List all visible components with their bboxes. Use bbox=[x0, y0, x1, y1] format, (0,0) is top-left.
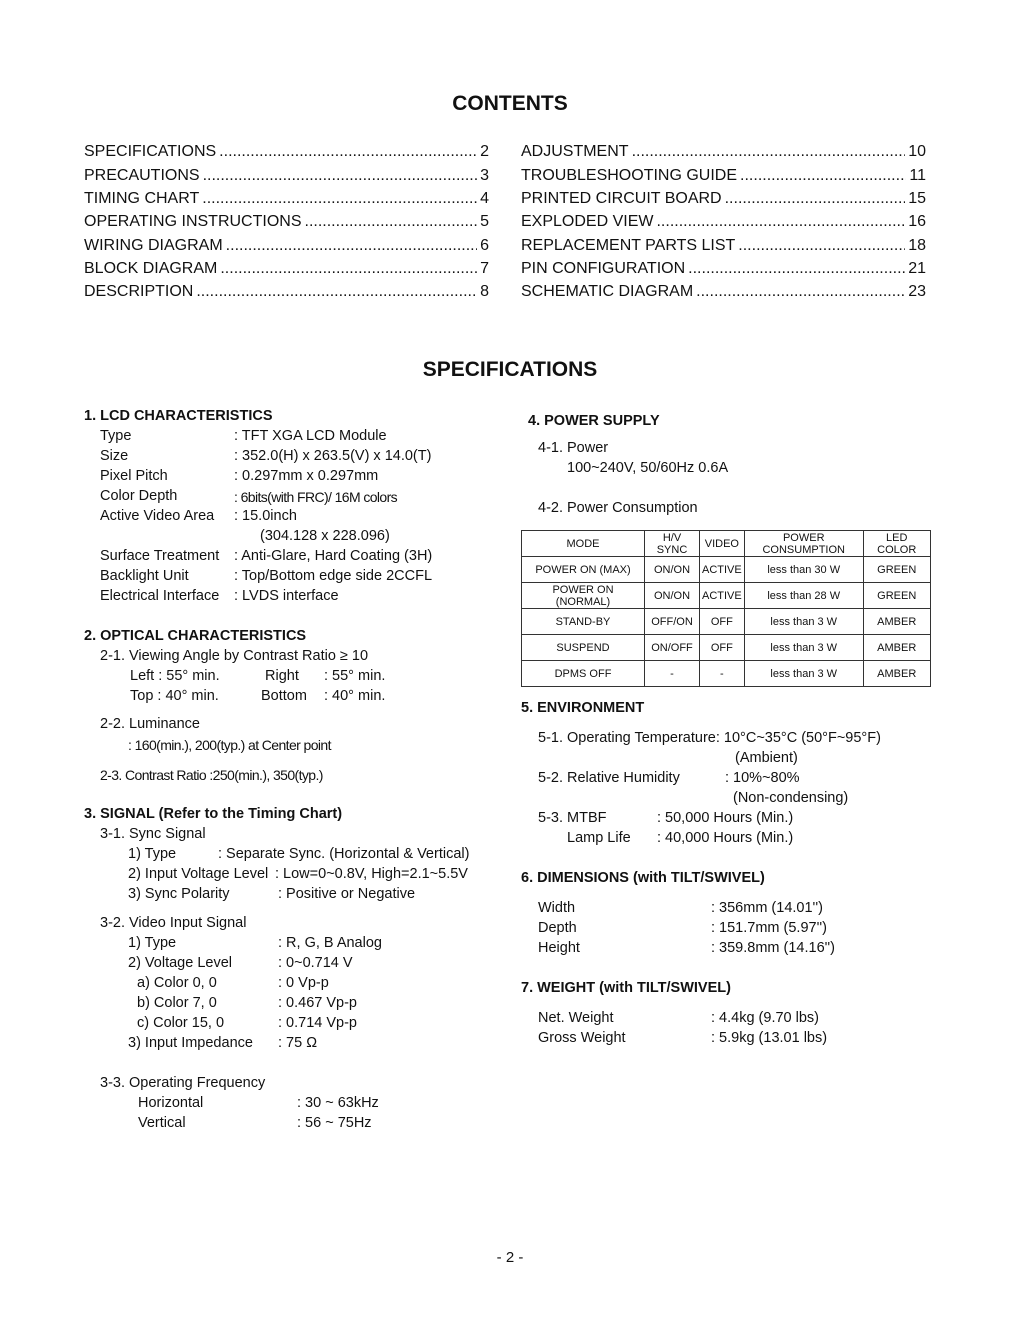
toc-title: PIN CONFIGURATION bbox=[521, 260, 686, 277]
spec-value: : 0.714 Vp-p bbox=[278, 1015, 357, 1031]
table-cell: less than 3 W bbox=[744, 635, 863, 661]
toc-title: EXPLODED VIEW bbox=[521, 213, 654, 230]
power-label: 4-1. Power bbox=[538, 440, 609, 456]
power-value: 100~240V, 50/60Hz 0.6A bbox=[567, 460, 729, 476]
spec-label: Width bbox=[538, 900, 576, 916]
table-cell: ON/ON bbox=[645, 583, 700, 609]
spec-value: : 151.7mm (5.97'') bbox=[711, 920, 827, 936]
table-cell: SUSPEND bbox=[522, 635, 645, 661]
toc-title: SCHEMATIC DIAGRAM bbox=[521, 283, 694, 300]
toc-page: 3 bbox=[480, 167, 489, 184]
toc-item[interactable] bbox=[521, 143, 926, 165]
toc-item[interactable] bbox=[84, 260, 489, 282]
toc-item[interactable] bbox=[521, 190, 926, 212]
viewing-bottom-value: : 40° min. bbox=[324, 688, 386, 704]
toc-title: TIMING CHART bbox=[84, 190, 200, 207]
toc-item[interactable] bbox=[84, 213, 489, 235]
spec-value: : LVDS interface bbox=[234, 588, 339, 604]
table-cell: less than 3 W bbox=[744, 609, 863, 635]
spec-value: : Low=0~0.8V, High=2.1~5.5V bbox=[275, 866, 468, 882]
spec-label: Vertical bbox=[138, 1115, 186, 1131]
spec-value: : Anti-Glare, Hard Coating (3H) bbox=[234, 548, 433, 564]
luminance-label: 2-2. Luminance bbox=[100, 716, 200, 732]
spec-label: Surface Treatment bbox=[100, 548, 220, 564]
spec-value: : 75 Ω bbox=[278, 1035, 318, 1051]
toc-title: PRINTED CIRCUIT BOARD bbox=[521, 190, 722, 207]
weight-heading: 7. WEIGHT (with TILT/SWIVEL) bbox=[521, 980, 731, 996]
table-header-cell: H/V SYNC bbox=[645, 531, 700, 557]
table-header-cell: POWER CONSUMPTION bbox=[744, 531, 863, 557]
mtbf-value: : 50,000 Hours (Min.) bbox=[657, 810, 794, 826]
contrast-ratio: 2-3. Contrast Ratio :250(min.), 350(typ.) bbox=[100, 767, 323, 783]
table-cell: - bbox=[700, 661, 745, 687]
spec-label: Electrical Interface bbox=[100, 588, 220, 604]
table-row bbox=[522, 583, 931, 609]
specifications-title: SPECIFICATIONS bbox=[422, 358, 598, 381]
toc-page: 11 bbox=[909, 167, 926, 184]
toc-page: 7 bbox=[480, 260, 489, 277]
table-cell: OFF bbox=[700, 635, 745, 661]
toc-page: 10 bbox=[908, 143, 926, 160]
spec-value: : 0.467 Vp-p bbox=[278, 995, 357, 1011]
table-cell: ACTIVE bbox=[700, 557, 745, 583]
spec-label: 1) Type bbox=[128, 846, 177, 862]
table-row bbox=[522, 661, 931, 687]
toc-item[interactable] bbox=[84, 283, 489, 305]
spec-label: 3) Input Impedance bbox=[128, 1035, 253, 1051]
toc-item[interactable] bbox=[521, 237, 926, 259]
lamp-life-value: : 40,000 Hours (Min.) bbox=[657, 830, 794, 846]
table-row bbox=[522, 557, 931, 583]
sync-signal-label: 3-1. Sync Signal bbox=[100, 826, 206, 842]
viewing-right-label: Right bbox=[265, 668, 299, 684]
spec-label: Type bbox=[100, 428, 132, 444]
spec-label: Active Video Area bbox=[100, 508, 215, 524]
spec-value: : Positive or Negative bbox=[278, 886, 416, 902]
power-consumption-label: 4-2. Power Consumption bbox=[538, 500, 698, 516]
spec-value: : Top/Bottom edge side 2CCFL bbox=[234, 568, 433, 584]
spec-label: 2) Input Voltage Level bbox=[128, 866, 269, 882]
humidity-value: : 10%~80% bbox=[725, 770, 800, 786]
table-cell: AMBER bbox=[863, 635, 930, 661]
spec-label: Height bbox=[538, 940, 580, 956]
toc-title: PRECAUTIONS bbox=[84, 167, 200, 184]
spec-value: : 356mm (14.01'') bbox=[711, 900, 823, 916]
table-cell: AMBER bbox=[863, 661, 930, 687]
table-cell: POWER ON (NORMAL) bbox=[522, 583, 645, 609]
spec-label: a) Color 0, 0 bbox=[137, 975, 217, 991]
operating-frequency-label: 3-3. Operating Frequency bbox=[100, 1075, 266, 1091]
toc-page: 4 bbox=[480, 190, 489, 207]
toc-title: OPERATING INSTRUCTIONS bbox=[84, 213, 302, 230]
toc-page: 21 bbox=[908, 260, 926, 277]
power-consumption-table bbox=[521, 530, 931, 687]
viewing-left: Left : 55° min. bbox=[130, 668, 220, 684]
table-header-cell: LED COLOR bbox=[863, 531, 930, 557]
table-header-cell: VIDEO bbox=[700, 531, 745, 557]
table-cell: ON/OFF bbox=[645, 635, 700, 661]
table-cell: ACTIVE bbox=[700, 583, 745, 609]
table-cell: less than 3 W bbox=[744, 661, 863, 687]
spec-value: : 30 ~ 63kHz bbox=[297, 1095, 379, 1111]
toc-page: 2 bbox=[480, 143, 489, 160]
humidity-label: 5-2. Relative Humidity bbox=[538, 770, 680, 786]
toc-title: WIRING DIAGRAM bbox=[84, 237, 223, 254]
toc-item[interactable] bbox=[521, 260, 926, 282]
dimensions-heading: 6. DIMENSIONS (with TILT/SWIVEL) bbox=[521, 870, 765, 886]
table-header-cell: MODE bbox=[522, 531, 645, 557]
spec-label: 2) Voltage Level bbox=[128, 955, 232, 971]
mtbf-label: 5-3. MTBF bbox=[538, 810, 607, 826]
toc-title: ADJUSTMENT bbox=[521, 143, 629, 160]
toc-page: 8 bbox=[480, 283, 489, 300]
toc-item[interactable] bbox=[521, 167, 926, 189]
lamp-life-label: Lamp Life bbox=[567, 830, 631, 846]
contents-title: CONTENTS bbox=[452, 92, 568, 115]
humidity-note: (Non-condensing) bbox=[733, 790, 849, 806]
viewing-angle: 2-1. Viewing Angle by Contrast Ratio ≥ 10 bbox=[100, 648, 369, 664]
table-cell: OFF bbox=[700, 609, 745, 635]
toc-item[interactable] bbox=[84, 237, 489, 259]
spec-value: : 352.0(H) x 263.5(V) x 14.0(T) bbox=[234, 448, 432, 464]
table-cell: POWER ON (MAX) bbox=[522, 557, 645, 583]
spec-value: : Separate Sync. (Horizontal & Vertical) bbox=[218, 846, 470, 862]
video-input-label: 3-2. Video Input Signal bbox=[100, 915, 247, 931]
spec-value: : 0.297mm x 0.297mm bbox=[234, 468, 379, 484]
spec-value: : 56 ~ 75Hz bbox=[297, 1115, 372, 1131]
spec-label: Horizontal bbox=[138, 1095, 204, 1111]
operating-temperature: 5-1. Operating Temperature: 10°C~35°C (50°F~95°F) bbox=[538, 730, 881, 746]
lcd-heading: 1. LCD CHARACTERISTICS bbox=[84, 408, 273, 424]
spec-value: : 359.8mm (14.16'') bbox=[711, 940, 836, 956]
table-cell: OFF/ON bbox=[645, 609, 700, 635]
table-cell: ON/ON bbox=[645, 557, 700, 583]
toc-page: 5 bbox=[480, 213, 489, 230]
spec-label: Depth bbox=[538, 920, 577, 936]
optical-heading: 2. OPTICAL CHARACTERISTICS bbox=[84, 628, 307, 644]
toc-item[interactable] bbox=[521, 213, 926, 235]
spec-value: (304.128 x 228.096) bbox=[260, 528, 390, 544]
table-cell: less than 30 W bbox=[744, 557, 863, 583]
spec-value: : 4.4kg (9.70 lbs) bbox=[711, 1010, 819, 1026]
table-header-row bbox=[522, 531, 931, 557]
spec-label: Color Depth bbox=[100, 488, 178, 504]
viewing-top: Top : 40° min. bbox=[130, 688, 219, 704]
toc-title: SPECIFICATIONS bbox=[84, 143, 217, 160]
page-number: - 2 - bbox=[496, 1249, 524, 1266]
toc-page: 16 bbox=[908, 213, 926, 230]
toc-item[interactable] bbox=[521, 283, 926, 305]
spec-value: : 0~0.714 V bbox=[278, 955, 353, 971]
table-cell: DPMS OFF bbox=[522, 661, 645, 687]
spec-value: : 6bits(with FRC)/ 16M colors bbox=[234, 489, 398, 505]
spec-label: c) Color 15, 0 bbox=[137, 1015, 225, 1031]
table-cell: AMBER bbox=[863, 609, 930, 635]
viewing-bottom-label: Bottom bbox=[261, 688, 307, 704]
power-heading: 4. POWER SUPPLY bbox=[528, 413, 660, 429]
toc-page: 18 bbox=[908, 237, 926, 254]
signal-heading: 3. SIGNAL (Refer to the Timing Chart) bbox=[84, 806, 343, 822]
spec-label: 1) Type bbox=[128, 935, 177, 951]
spec-value: : TFT XGA LCD Module bbox=[234, 428, 387, 444]
table-row bbox=[522, 609, 931, 635]
table-row bbox=[522, 635, 931, 661]
toc-item[interactable] bbox=[84, 190, 489, 212]
toc-page: 15 bbox=[908, 190, 926, 207]
toc-page: 6 bbox=[480, 237, 489, 254]
table-cell: GREEN bbox=[863, 583, 930, 609]
spec-label: Size bbox=[100, 448, 129, 464]
spec-label: Gross Weight bbox=[538, 1030, 626, 1046]
toc-item[interactable] bbox=[84, 167, 489, 189]
spec-label: Net. Weight bbox=[538, 1010, 614, 1026]
toc-title: TROUBLESHOOTING GUIDE bbox=[521, 167, 738, 184]
table-cell: - bbox=[645, 661, 700, 687]
spec-label: 3) Sync Polarity bbox=[128, 886, 230, 902]
environment-heading: 5. ENVIRONMENT bbox=[521, 700, 645, 716]
temperature-note: (Ambient) bbox=[735, 750, 798, 766]
toc-item[interactable] bbox=[84, 143, 489, 165]
spec-value: : R, G, B Analog bbox=[278, 935, 382, 951]
spec-value: : 15.0inch bbox=[234, 508, 297, 524]
spec-value: : 5.9kg (13.01 lbs) bbox=[711, 1030, 828, 1046]
toc-page: 23 bbox=[908, 283, 926, 300]
spec-label: Pixel Pitch bbox=[100, 468, 168, 484]
toc-title: REPLACEMENT PARTS LIST bbox=[521, 237, 736, 254]
luminance-value: : 160(min.), 200(typ.) at Center point bbox=[128, 737, 331, 753]
toc-title: DESCRIPTION bbox=[84, 283, 194, 300]
spec-value: : 0 Vp-p bbox=[278, 975, 329, 991]
spec-label: Backlight Unit bbox=[100, 568, 189, 584]
viewing-right-value: : 55° min. bbox=[324, 668, 386, 684]
table-cell: less than 28 W bbox=[744, 583, 863, 609]
table-cell: STAND-BY bbox=[522, 609, 645, 635]
toc-title: BLOCK DIAGRAM bbox=[84, 260, 218, 277]
spec-label: b) Color 7, 0 bbox=[137, 995, 217, 1011]
table-cell: GREEN bbox=[863, 557, 930, 583]
